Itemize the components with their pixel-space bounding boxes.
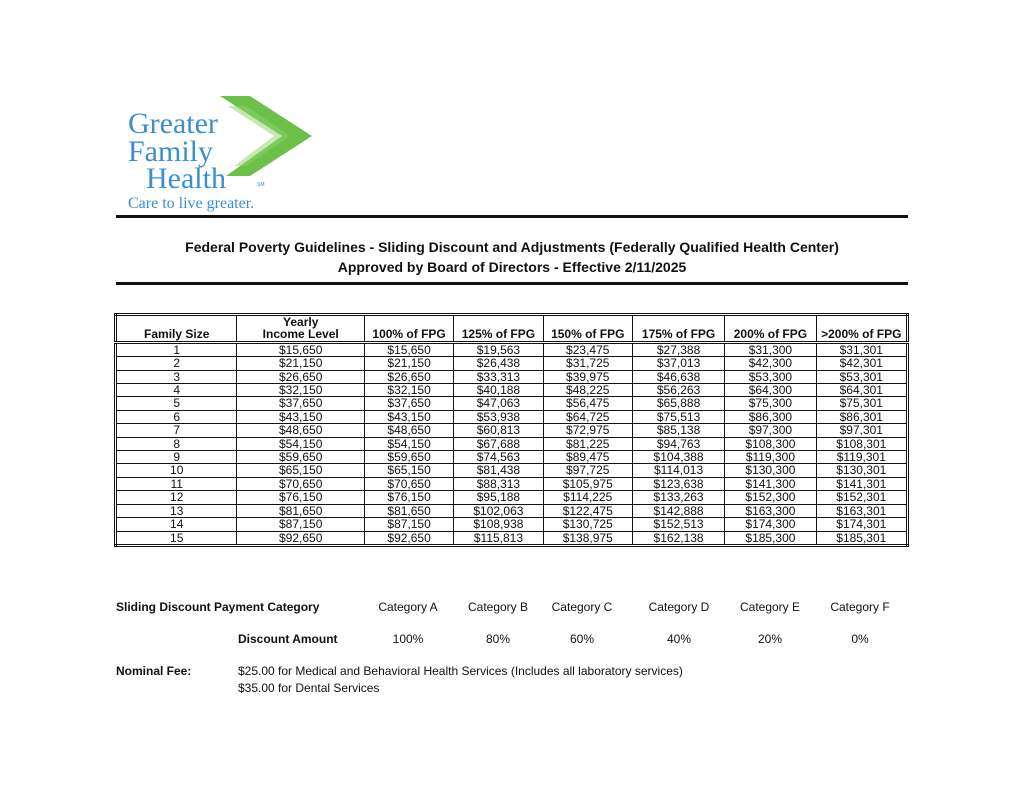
amount-cell: $133,263 bbox=[632, 491, 724, 504]
header-blank bbox=[454, 315, 543, 329]
amount-cell: $31,300 bbox=[725, 342, 816, 356]
amount-cell: $97,725 bbox=[543, 464, 632, 477]
amount-cell: $48,650 bbox=[364, 424, 453, 437]
amount-cell: $74,563 bbox=[454, 451, 543, 464]
amount-cell: $92,650 bbox=[364, 531, 453, 545]
amount-cell: $142,888 bbox=[632, 504, 724, 517]
family-size-cell: 15 bbox=[116, 531, 237, 545]
chevron-logo-icon bbox=[220, 96, 312, 176]
amount-cell: $23,475 bbox=[543, 342, 632, 356]
amount-cell: $76,150 bbox=[237, 491, 364, 504]
document-title: Federal Poverty Guidelines - Sliding Discount and Adjustments (Federally Qualified Health Center) bbox=[185, 239, 839, 255]
amount-cell: $130,300 bbox=[725, 464, 816, 477]
table-row bbox=[116, 518, 908, 531]
amount-cell: $174,300 bbox=[725, 518, 816, 531]
header-family-size-top bbox=[116, 315, 237, 329]
amount-cell: $108,300 bbox=[725, 437, 816, 450]
amount-cell: $152,300 bbox=[725, 491, 816, 504]
header-fpg-150: 150% of FPG bbox=[543, 328, 632, 342]
amount-cell: $65,888 bbox=[632, 397, 724, 410]
amount-cell: $48,650 bbox=[237, 424, 364, 437]
amount-cell: $174,301 bbox=[816, 518, 907, 531]
discount-e: 20% bbox=[757, 632, 783, 646]
amount-cell: $65,150 bbox=[364, 464, 453, 477]
amount-cell: $53,301 bbox=[816, 370, 907, 383]
category-a: Category A bbox=[378, 600, 438, 614]
fpg-table bbox=[114, 313, 909, 547]
top-divider bbox=[116, 215, 908, 218]
amount-cell: $138,975 bbox=[543, 531, 632, 545]
amount-cell: $42,301 bbox=[816, 357, 907, 370]
amount-cell: $47,063 bbox=[454, 397, 543, 410]
discount-amount-label: Discount Amount bbox=[238, 632, 338, 646]
amount-cell: $114,225 bbox=[543, 491, 632, 504]
amount-cell: $53,300 bbox=[725, 370, 816, 383]
amount-cell: $185,301 bbox=[816, 531, 907, 545]
amount-cell: $37,650 bbox=[364, 397, 453, 410]
amount-cell: $26,650 bbox=[237, 370, 364, 383]
amount-cell: $94,763 bbox=[632, 437, 724, 450]
amount-cell: $56,263 bbox=[632, 384, 724, 397]
amount-cell: $54,150 bbox=[364, 437, 453, 450]
amount-cell: $31,301 bbox=[816, 342, 907, 356]
logo-tagline: Care to live greater. bbox=[128, 195, 255, 212]
amount-cell: $88,313 bbox=[454, 477, 543, 490]
amount-cell: $19,563 bbox=[454, 342, 543, 356]
amount-cell: $60,813 bbox=[454, 424, 543, 437]
amount-cell: $162,138 bbox=[632, 531, 724, 545]
amount-cell: $87,150 bbox=[237, 518, 364, 531]
amount-cell: $141,301 bbox=[816, 477, 907, 490]
family-size-cell: 4 bbox=[116, 384, 237, 397]
header-fpg-175: 175% of FPG bbox=[632, 328, 724, 342]
amount-cell: $119,300 bbox=[725, 451, 816, 464]
amount-cell: $163,301 bbox=[816, 504, 907, 517]
category-f: Category F bbox=[830, 600, 890, 614]
amount-cell: $31,725 bbox=[543, 357, 632, 370]
table-row bbox=[116, 451, 908, 464]
table-row bbox=[116, 504, 908, 517]
table-row bbox=[116, 424, 908, 437]
amount-cell: $21,150 bbox=[364, 357, 453, 370]
family-size-cell: 14 bbox=[116, 518, 237, 531]
amount-cell: $81,650 bbox=[364, 504, 453, 517]
category-b: Category B bbox=[467, 600, 529, 614]
amount-cell: $102,063 bbox=[454, 504, 543, 517]
nominal-fee-dental: $35.00 for Dental Services bbox=[238, 681, 380, 695]
amount-cell: $27,388 bbox=[632, 342, 724, 356]
header-blank bbox=[816, 315, 907, 329]
discount-f: 0% bbox=[851, 632, 869, 646]
header-blank bbox=[632, 315, 724, 329]
amount-cell: $81,225 bbox=[543, 437, 632, 450]
family-size-cell: 1 bbox=[116, 342, 237, 356]
amount-cell: $152,513 bbox=[632, 518, 724, 531]
amount-cell: $130,725 bbox=[543, 518, 632, 531]
nominal-fee-label: Nominal Fee: bbox=[116, 664, 192, 678]
header-row bbox=[116, 328, 908, 342]
amount-cell: $70,650 bbox=[364, 477, 453, 490]
table-row bbox=[116, 384, 908, 397]
logo-word-family: Family bbox=[128, 135, 214, 168]
amount-cell: $15,650 bbox=[237, 342, 364, 356]
table-row bbox=[116, 410, 908, 423]
logo bbox=[122, 92, 302, 217]
table-row bbox=[116, 342, 908, 356]
category-e: Category E bbox=[739, 600, 801, 614]
table-row bbox=[116, 491, 908, 504]
family-size-cell: 5 bbox=[116, 397, 237, 410]
amount-cell: $33,313 bbox=[454, 370, 543, 383]
amount-cell: $64,300 bbox=[725, 384, 816, 397]
amount-cell: $54,150 bbox=[237, 437, 364, 450]
family-size-cell: 12 bbox=[116, 491, 237, 504]
header-yearly-top: Yearly bbox=[237, 315, 364, 329]
bottom-divider bbox=[116, 282, 908, 285]
discount-d: 40% bbox=[666, 632, 692, 646]
amount-cell: $72,975 bbox=[543, 424, 632, 437]
amount-cell: $104,388 bbox=[632, 451, 724, 464]
header-blank bbox=[543, 315, 632, 329]
table-row bbox=[116, 357, 908, 370]
amount-cell: $86,300 bbox=[725, 410, 816, 423]
table-row bbox=[116, 477, 908, 490]
amount-cell: $152,301 bbox=[816, 491, 907, 504]
amount-cell: $70,650 bbox=[237, 477, 364, 490]
amount-cell: $123,638 bbox=[632, 477, 724, 490]
document-subtitle: Approved by Board of Directors - Effective 2/11/2025 bbox=[337, 259, 687, 275]
family-size-cell: 3 bbox=[116, 370, 237, 383]
amount-cell: $85,138 bbox=[632, 424, 724, 437]
amount-cell: $75,301 bbox=[816, 397, 907, 410]
amount-cell: $67,688 bbox=[454, 437, 543, 450]
amount-cell: $81,438 bbox=[454, 464, 543, 477]
amount-cell: $32,150 bbox=[237, 384, 364, 397]
amount-cell: $114,013 bbox=[632, 464, 724, 477]
amount-cell: $108,301 bbox=[816, 437, 907, 450]
amount-cell: $108,938 bbox=[454, 518, 543, 531]
amount-cell: $163,300 bbox=[725, 504, 816, 517]
amount-cell: $97,301 bbox=[816, 424, 907, 437]
amount-cell: $37,013 bbox=[632, 357, 724, 370]
header-fpg-200: 200% of FPG bbox=[725, 328, 816, 342]
amount-cell: $32,150 bbox=[364, 384, 453, 397]
family-size-cell: 6 bbox=[116, 410, 237, 423]
amount-cell: $39,975 bbox=[543, 370, 632, 383]
header-family-size: Family Size bbox=[116, 328, 237, 342]
header-fpg-over200: >200% of FPG bbox=[816, 328, 907, 342]
family-size-cell: 13 bbox=[116, 504, 237, 517]
header-fpg-125: 125% of FPG bbox=[454, 328, 543, 342]
amount-cell: $46,638 bbox=[632, 370, 724, 383]
amount-cell: $81,650 bbox=[237, 504, 364, 517]
sliding-category-label: Sliding Discount Payment Category bbox=[116, 600, 320, 614]
category-d: Category D bbox=[648, 600, 710, 614]
table-row bbox=[116, 464, 908, 477]
discount-b: 80% bbox=[485, 632, 511, 646]
amount-cell: $37,650 bbox=[237, 397, 364, 410]
amount-cell: $40,188 bbox=[454, 384, 543, 397]
header-income-level: Income Level bbox=[237, 328, 364, 342]
amount-cell: $119,301 bbox=[816, 451, 907, 464]
amount-cell: $86,301 bbox=[816, 410, 907, 423]
header-blank bbox=[725, 315, 816, 329]
amount-cell: $59,650 bbox=[364, 451, 453, 464]
amount-cell: $48,225 bbox=[543, 384, 632, 397]
amount-cell: $42,300 bbox=[725, 357, 816, 370]
table-row bbox=[116, 531, 908, 545]
logo-word-health: Health bbox=[146, 162, 226, 195]
logo-word-greater: Greater bbox=[128, 107, 218, 140]
amount-cell: $64,725 bbox=[543, 410, 632, 423]
table-body bbox=[116, 342, 908, 545]
amount-cell: $15,650 bbox=[364, 342, 453, 356]
amount-cell: $115,813 bbox=[454, 531, 543, 545]
amount-cell: $53,938 bbox=[454, 410, 543, 423]
amount-cell: $43,150 bbox=[364, 410, 453, 423]
amount-cell: $130,301 bbox=[816, 464, 907, 477]
amount-cell: $141,300 bbox=[725, 477, 816, 490]
nominal-fee-medical: $25.00 for Medical and Behavioral Health Services (Includes all laboratory services) bbox=[238, 664, 683, 678]
amount-cell: $97,300 bbox=[725, 424, 816, 437]
amount-cell: $64,301 bbox=[816, 384, 907, 397]
category-c: Category C bbox=[551, 600, 613, 614]
amount-cell: $21,150 bbox=[237, 357, 364, 370]
header-blank bbox=[364, 315, 453, 329]
discount-a: 100% bbox=[392, 632, 424, 646]
amount-cell: $185,300 bbox=[725, 531, 816, 545]
table-row bbox=[116, 370, 908, 383]
amount-cell: $89,475 bbox=[543, 451, 632, 464]
table-row bbox=[116, 397, 908, 410]
amount-cell: $26,650 bbox=[364, 370, 453, 383]
discount-c: 60% bbox=[569, 632, 595, 646]
amount-cell: $95,188 bbox=[454, 491, 543, 504]
family-size-cell: 11 bbox=[116, 477, 237, 490]
amount-cell: $75,300 bbox=[725, 397, 816, 410]
amount-cell: $105,975 bbox=[543, 477, 632, 490]
header-fpg-100: 100% of FPG bbox=[364, 328, 453, 342]
family-size-cell: 7 bbox=[116, 424, 237, 437]
family-size-cell: 9 bbox=[116, 451, 237, 464]
amount-cell: $59,650 bbox=[237, 451, 364, 464]
amount-cell: $65,150 bbox=[237, 464, 364, 477]
table-row bbox=[116, 437, 908, 450]
amount-cell: $122,475 bbox=[543, 504, 632, 517]
amount-cell: $75,513 bbox=[632, 410, 724, 423]
amount-cell: $56,475 bbox=[543, 397, 632, 410]
amount-cell: $76,150 bbox=[364, 491, 453, 504]
amount-cell: $87,150 bbox=[364, 518, 453, 531]
family-size-cell: 8 bbox=[116, 437, 237, 450]
service-mark: SM bbox=[257, 182, 265, 188]
amount-cell: $26,438 bbox=[454, 357, 543, 370]
amount-cell: $43,150 bbox=[237, 410, 364, 423]
family-size-cell: 2 bbox=[116, 357, 237, 370]
header-row-top bbox=[116, 315, 908, 329]
family-size-cell: 10 bbox=[116, 464, 237, 477]
amount-cell: $92,650 bbox=[237, 531, 364, 545]
